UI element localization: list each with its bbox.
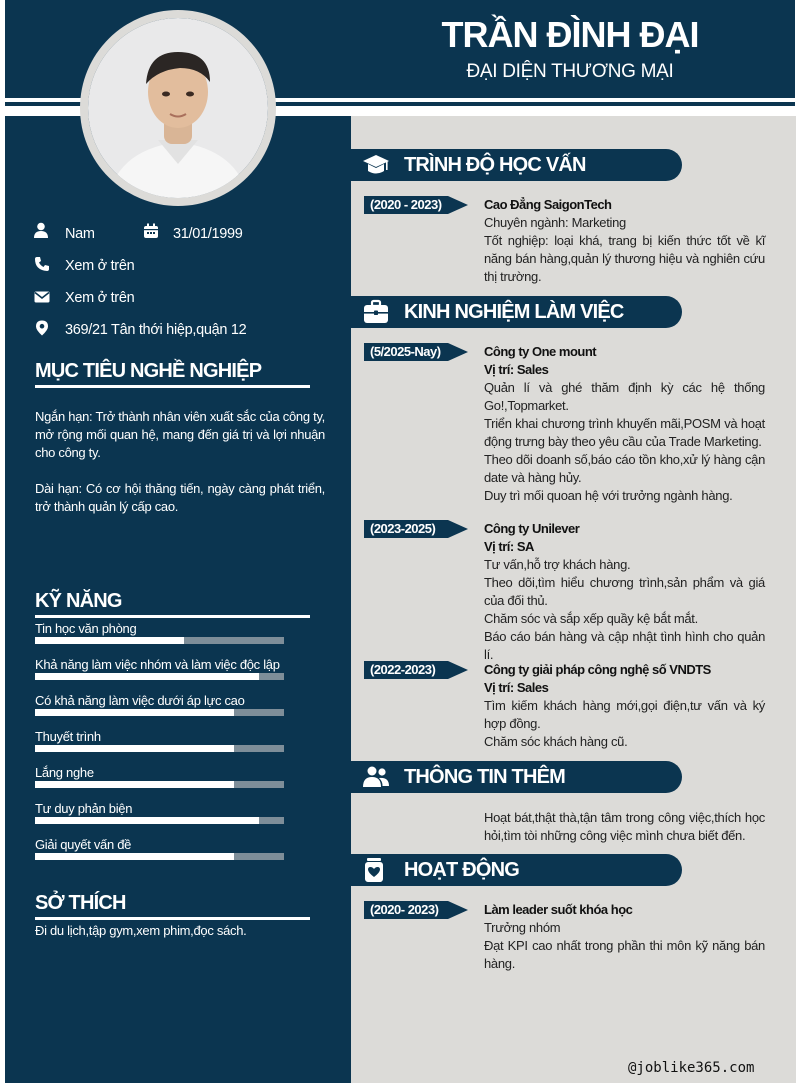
additional-text: Hoạt bát,thật thà,tận tâm trong công việc,thích học hỏi,tìm tòi những công việc mình chưa biết đến. [484,810,765,843]
users-icon [362,763,390,791]
job-duty: Tìm kiếm khách hàng mới,gọi điện,tư vấn và ký hợp đồng. [484,698,765,731]
phone-icon [34,256,50,272]
skills-rule [35,615,310,618]
skill-label: Tư duy phản biện [35,801,133,816]
job-role: Vị trí: Sales [484,680,549,695]
objective-heading: MỤC TIÊU NGHỀ NGHIỆP [35,360,262,382]
skill-label: Khả năng làm việc nhóm và làm việc độc lập [35,657,280,672]
activity-role: Trưởng nhóm [484,920,561,935]
skill-label: Giải quyết vấn đề [35,837,132,852]
skill-bar-fill [35,745,234,752]
education-result: Tốt nghiệp: loại khá, trang bị kiến thức tốt về kĩ năng bán hàng,quản lý thương hiệu và nghiên cứu thị trường. [484,233,765,284]
job-duty: Chăm sóc và sắp xếp quầy kệ bắt mắt. [484,611,698,626]
education-major: Chuyên ngành: Marketing [484,215,626,230]
hobbies-text: Đi du lịch,tập gym,xem phim,đọc sách. [35,923,247,938]
candidate-name: TRẦN ĐÌNH ĐẠI [441,14,699,55]
gender-value: Nam [65,226,95,242]
date-tag [364,343,468,361]
skill-label: Lắng nghe [35,765,94,780]
date-tag-text: (5/2025-Nay) [370,344,441,359]
graduation-cap-icon [362,151,390,179]
calendar-icon [143,223,159,239]
skills-heading: KỸ NĂNG [35,590,122,612]
briefcase-icon [362,298,390,326]
objective-long-term: Dài hạn: Có cơ hội thăng tiến, ngày càng phát triển, trở thành quản lý cấp cao. [35,481,325,514]
job-duty: Báo cáo bán hàng và cập nhật tình hình cho quản lí. [484,629,765,662]
birthday-value: 31/01/1999 [173,226,243,242]
watermark: @joblike365.com [628,1060,755,1076]
skill-bar-fill [35,853,234,860]
skill-label: Có khả năng làm việc dưới áp lực cao [35,693,245,708]
job-duty: Triển khai chương trình khuyến mãi,POSM và hoạt động trưng bày theo yêu cầu của Trade Marketing. [484,416,765,449]
job-duty: Quản lí và ghé thăm định kỳ các hệ thống Go!,Topmarket. [484,380,765,413]
skill-bar-fill [35,637,184,644]
hobbies-rule [35,917,310,920]
skill-bar [35,817,284,824]
phone-value: Xem ở trên [65,258,135,274]
activities-heading: HOẠT ĐỘNG [404,859,520,881]
activity-title: Làm leader suốt khóa học [484,902,633,917]
job-duty: Theo dõi,tìm hiểu chương trình,sản phẩm và giá của đối thủ. [484,575,765,608]
activity-detail: Đạt KPI cao nhất trong phần thi môn kỹ năng bán hàng. [484,938,765,971]
skill-bar [35,673,284,680]
date-tag-text: (2020 - 2023) [370,197,442,212]
skill-bar [35,781,284,788]
date-tag [364,661,468,679]
job-company: Công ty One mount [484,344,597,359]
skill-bar [35,745,284,752]
person-photo-icon [88,18,268,198]
location-pin-icon [34,320,50,336]
heart-jar-icon [362,856,390,884]
user-icon [33,222,49,238]
job-duty: Duy trì mối quoan hệ với trưởng ngành hàng. [484,488,733,503]
date-tag [364,520,468,538]
candidate-position: ĐẠI DIỆN THƯƠNG MẠI [466,61,674,82]
email-value: Xem ở trên [65,290,135,306]
avatar [88,18,268,198]
skill-bar-fill [35,673,259,680]
skill-label: Thuyết trình [35,729,101,744]
date-tag-text: (2023-2025) [370,521,436,536]
objective-short-term: Ngắn hạn: Trở thành nhân viên xuất sắc của công ty, mở rộng mối quan hệ, mang đến giá trị và lợi nhuận cho công ty. [35,409,325,460]
address-value: 369/21 Tân thới hiệp,quận 12 [65,322,247,338]
job-duty: Tư vấn,hỗ trợ khách hàng. [484,557,631,572]
job-company: Công ty Unilever [484,521,580,536]
email-icon [34,289,50,305]
education-heading: TRÌNH ĐỘ HỌC VẤN [404,154,586,176]
job-role: Vị trí: Sales [484,362,549,377]
date-tag [364,196,468,214]
skill-bar [35,853,284,860]
date-tag-text: (2020- 2023) [370,902,439,917]
job-company: Công ty giải pháp công nghệ số VNDTS [484,662,711,677]
skill-bar-fill [35,709,234,716]
job-duty: Theo dõi doanh số,báo cáo tồn kho,xử lý hàng cận date và hàng hủy. [484,452,765,485]
date-tag-text: (2022-2023) [370,662,436,677]
job-duty: Chăm sóc khách hàng cũ. [484,734,628,749]
skill-bar-fill [35,817,259,824]
skill-bar [35,709,284,716]
date-tag [364,901,468,919]
skill-label: Tin học văn phòng [35,621,137,636]
skill-bar [35,637,284,644]
hobbies-heading: SỞ THÍCH [35,892,126,914]
objective-rule [35,385,310,388]
additional-heading: THÔNG TIN THÊM [404,766,566,788]
experience-heading: KINH NGHIỆM LÀM VIỆC [404,301,624,323]
education-school: Cao Đẳng SaigonTech [484,197,612,212]
skill-bar-fill [35,781,234,788]
job-role: Vị trí: SA [484,539,534,554]
